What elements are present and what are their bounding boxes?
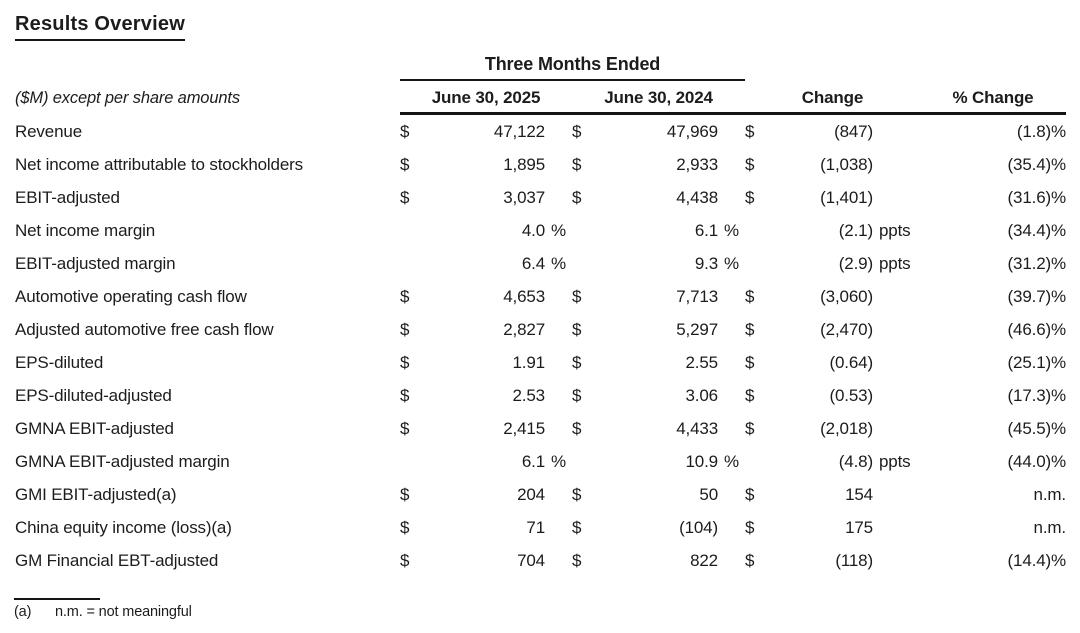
dollar-sign: $ [572, 418, 582, 438]
cell-value: (4.8) [838, 451, 873, 471]
units-note: ($M) except per share amounts [15, 88, 240, 107]
table-row [14, 214, 1066, 247]
column-header-change: Change [801, 88, 864, 107]
cell-value: 3,037 [503, 187, 545, 207]
cell-suffix: % [724, 253, 739, 273]
pct-change-value: n.m. [1033, 517, 1066, 537]
cell-value: 175 [845, 517, 873, 537]
dollar-sign: $ [745, 352, 755, 372]
row-label: GMNA EBIT-adjusted [15, 418, 174, 438]
dollar-sign: $ [572, 484, 582, 504]
dollar-sign: $ [572, 319, 582, 339]
dollar-sign: $ [745, 550, 755, 570]
cell-value: 2,933 [676, 154, 718, 174]
row-label: GMI EBIT-adjusted(a) [15, 484, 177, 504]
dollar-sign: $ [400, 154, 410, 174]
row-label: GM Financial EBT-adjusted [15, 550, 219, 570]
cell-value: 2.53 [512, 385, 545, 405]
cell-value: 4,653 [503, 286, 545, 306]
cell-value: 6.4 [521, 253, 545, 273]
cell-suffix: ppts [879, 451, 911, 471]
row-label: Revenue [15, 121, 82, 141]
row-label: EPS-diluted-adjusted [15, 385, 172, 405]
dollar-sign: $ [400, 187, 410, 207]
dollar-sign: $ [400, 286, 410, 306]
dollar-sign: $ [400, 121, 410, 141]
dollar-sign: $ [400, 319, 410, 339]
cell-value: 2,827 [503, 319, 545, 339]
dollar-sign: $ [745, 187, 755, 207]
cell-value: 3.06 [685, 385, 718, 405]
dollar-sign: $ [745, 121, 755, 141]
dollar-sign: $ [572, 517, 582, 537]
cell-value: 47,122 [493, 121, 545, 141]
cell-value: 1,895 [503, 154, 545, 174]
cell-value: 7,713 [676, 286, 718, 306]
cell-suffix: % [551, 253, 566, 273]
pct-change-value: (34.4)% [1007, 220, 1066, 240]
dollar-sign: $ [572, 352, 582, 372]
pct-change-value: (31.2)% [1007, 253, 1066, 273]
pct-change-value: (44.0)% [1007, 451, 1066, 471]
table-row [14, 544, 1066, 577]
table-row [14, 313, 1066, 346]
cell-value: 204 [517, 484, 545, 504]
table-row [14, 115, 1066, 148]
cell-value: 822 [690, 550, 718, 570]
table-column-header-row [14, 81, 1066, 112]
table-row [14, 478, 1066, 511]
cell-suffix: % [551, 451, 566, 471]
table-row [14, 412, 1066, 445]
pct-change-value: (17.3)% [1007, 385, 1066, 405]
dollar-sign: $ [400, 385, 410, 405]
footnote-marker: (a) [14, 603, 32, 620]
dollar-sign: $ [400, 517, 410, 537]
cell-value: 6.1 [694, 220, 718, 240]
row-label: Adjusted automotive free cash flow [15, 319, 274, 339]
cell-value: (2.9) [838, 253, 873, 273]
cell-value: 2,415 [503, 418, 545, 438]
row-label: EBIT-adjusted margin [15, 253, 176, 273]
cell-value: (2.1) [838, 220, 873, 240]
dollar-sign: $ [572, 385, 582, 405]
cell-value: 4,433 [676, 418, 718, 438]
column-header-pct-change: % Change [952, 88, 1034, 107]
cell-value: (2,018) [820, 418, 873, 438]
dollar-sign: $ [745, 517, 755, 537]
pct-change-value: (25.1)% [1007, 352, 1066, 372]
pct-change-value: (46.6)% [1007, 319, 1066, 339]
cell-value: (1,038) [820, 154, 873, 174]
footnote [14, 598, 1066, 620]
cell-value: 47,969 [666, 121, 718, 141]
dollar-sign: $ [572, 121, 582, 141]
row-label: EBIT-adjusted [15, 187, 120, 207]
row-label: Automotive operating cash flow [15, 286, 247, 306]
cell-value: 154 [845, 484, 873, 504]
cell-value: (2,470) [820, 319, 873, 339]
dollar-sign: $ [745, 319, 755, 339]
cell-value: 9.3 [694, 253, 718, 273]
page-title: Results Overview [15, 13, 185, 41]
pct-change-value: (14.4)% [1007, 550, 1066, 570]
dollar-sign: $ [400, 352, 410, 372]
dollar-sign: $ [400, 418, 410, 438]
row-label: Net income attributable to stockholders [15, 154, 304, 174]
dollar-sign: $ [745, 154, 755, 174]
dollar-sign: $ [745, 484, 755, 504]
cell-value: 5,297 [676, 319, 718, 339]
table-body [14, 115, 1066, 577]
cell-value: 1.91 [512, 352, 545, 372]
cell-value: 10.9 [685, 451, 718, 471]
dollar-sign: $ [572, 286, 582, 306]
dollar-sign: $ [572, 154, 582, 174]
cell-value: (1,401) [820, 187, 873, 207]
cell-value: (0.53) [829, 385, 873, 405]
dollar-sign: $ [572, 187, 582, 207]
cell-value: (3,060) [820, 286, 873, 306]
cell-value: 6.1 [521, 451, 545, 471]
column-header-june-30-2024: June 30, 2024 [604, 88, 713, 107]
cell-value: 71 [526, 517, 545, 537]
cell-value: 50 [699, 484, 718, 504]
pct-change-value: (1.8)% [1016, 121, 1066, 141]
table-row [14, 181, 1066, 214]
table-row [14, 148, 1066, 181]
table-row [14, 346, 1066, 379]
row-label: Net income margin [15, 220, 156, 240]
table-row [14, 280, 1066, 313]
row-label: EPS-diluted [15, 352, 104, 372]
cell-suffix: % [551, 220, 566, 240]
footnote-text: n.m. = not meaningful [55, 603, 192, 620]
pct-change-value: (39.7)% [1007, 286, 1066, 306]
cell-value: 704 [517, 550, 545, 570]
pct-change-value: n.m. [1033, 484, 1066, 504]
cell-suffix: % [724, 220, 739, 240]
row-label: China equity income (loss)(a) [15, 517, 232, 537]
table-row [14, 445, 1066, 478]
row-label: GMNA EBIT-adjusted margin [15, 451, 230, 471]
pct-change-value: (35.4)% [1007, 154, 1066, 174]
table-group-header-row [14, 54, 1066, 81]
dollar-sign: $ [400, 484, 410, 504]
cell-suffix: ppts [879, 220, 911, 240]
cell-value: 4.0 [521, 220, 545, 240]
dollar-sign: $ [745, 385, 755, 405]
cell-value: (118) [835, 550, 873, 570]
column-header-june-30-2025: June 30, 2025 [431, 88, 541, 107]
group-header-three-months-ended: Three Months Ended [400, 54, 745, 81]
cell-value: 2.55 [685, 352, 718, 372]
dollar-sign: $ [400, 550, 410, 570]
table-row [14, 511, 1066, 544]
table-row [14, 379, 1066, 412]
dollar-sign: $ [572, 550, 582, 570]
footnote-rule [14, 598, 100, 600]
cell-value: 4,438 [676, 187, 718, 207]
cell-value: (104) [679, 517, 718, 537]
dollar-sign: $ [745, 418, 755, 438]
cell-suffix: ppts [879, 253, 911, 273]
cell-value: (847) [834, 121, 873, 141]
pct-change-value: (45.5)% [1007, 418, 1066, 438]
table-row [14, 247, 1066, 280]
dollar-sign: $ [745, 286, 755, 306]
footnote-line [14, 604, 1066, 620]
cell-value: (0.64) [829, 352, 873, 372]
cell-suffix: % [724, 451, 739, 471]
pct-change-value: (31.6)% [1007, 187, 1066, 207]
